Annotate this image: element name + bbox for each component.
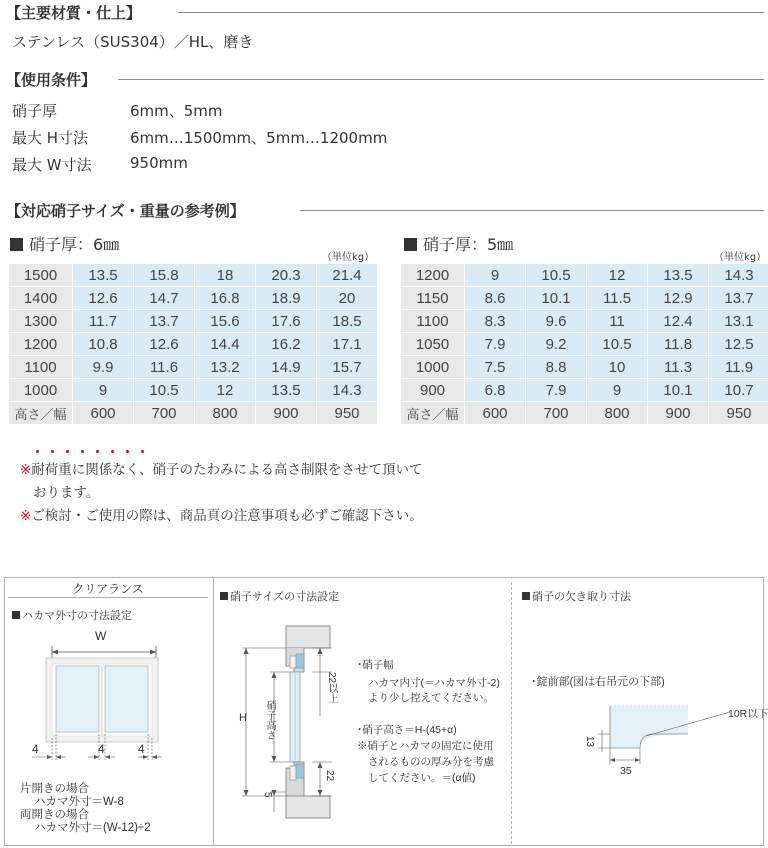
weight-table-5mm — [400, 263, 768, 425]
square-bullet-icon — [10, 238, 23, 251]
weight-cell: 14.3 — [709, 264, 768, 287]
weight-cell: 12.9 — [648, 287, 709, 310]
material-heading-rule — [178, 12, 764, 13]
weight-cell: 12.5 — [709, 333, 768, 356]
weight-cell: 20 — [317, 287, 378, 310]
material-text: ステンレス（SUS304）／HL、磨き — [12, 33, 254, 51]
weight-cell: 10.1 — [648, 379, 709, 402]
condition-value: 6mm…1500mm、5mm…1200mm — [130, 129, 388, 147]
table-row — [401, 333, 768, 356]
clearance-single-label: 片開きの場合 — [20, 783, 89, 795]
dim-bottom: 22 — [324, 770, 335, 782]
weight-cell: 13.5 — [256, 379, 317, 402]
weight-cell: 8.3 — [465, 310, 526, 333]
weight-cell: 14.3 — [317, 379, 378, 402]
glass-height-note-1: ※硝子とハカマの固定に使用 — [357, 740, 494, 752]
row-height-cell: 1150 — [401, 287, 465, 310]
conditions-heading-rule — [118, 79, 764, 80]
dim-top: 22以上 — [326, 672, 337, 704]
clearance-heading: クリアランス — [8, 580, 208, 598]
footer-label-cell: 高さ／幅 — [9, 402, 73, 425]
glass-size-h-label: H — [239, 712, 247, 724]
clearance-double-label: 両開きの場合 — [20, 809, 89, 821]
row-height-cell: 1000 — [9, 379, 73, 402]
note-line-2: おります。 — [33, 485, 100, 501]
weight-cell: 16.2 — [256, 333, 317, 356]
width-header-cell: 800 — [587, 402, 648, 425]
weight-cell: 20.3 — [256, 264, 317, 287]
weight-cell: 9 — [73, 379, 134, 402]
glass-size-heading: 硝子サイズの寸法設定 — [220, 588, 339, 604]
emphasis-dots — [36, 450, 156, 456]
weight-cell: 10 — [587, 356, 648, 379]
weight-cell: 14.7 — [134, 287, 195, 310]
width-header-cell: 600 — [73, 402, 134, 425]
weight-cell: 10.5 — [526, 264, 587, 287]
clearance-double-formula: ハカマ外寸＝(W-12)÷2 — [34, 822, 151, 834]
weight-cell: 16.8 — [195, 287, 256, 310]
weight-cell: 11 — [587, 310, 648, 333]
width-header-cell: 900 — [648, 402, 709, 425]
square-bullet-icon — [522, 592, 530, 600]
panel-divider-dashed — [511, 582, 512, 844]
clearance-gap-mid: 4 — [98, 742, 105, 756]
weight-cell: 7.9 — [465, 333, 526, 356]
weight-cell: 15.6 — [195, 310, 256, 333]
glass-width-line-1: ハカマ内寸(＝ハカマ外寸-2) — [368, 677, 500, 689]
row-height-cell: 900 — [401, 379, 465, 402]
weight-cell: 11.5 — [587, 287, 648, 310]
table-row — [9, 264, 378, 287]
weight-cell: 10.5 — [587, 333, 648, 356]
weight-cell: 6.8 — [465, 379, 526, 402]
weight-cell: 17.6 — [256, 310, 317, 333]
condition-label: 最大 H寸法 — [12, 129, 89, 147]
weight-cell: 10.1 — [526, 287, 587, 310]
width-header-cell: 900 — [256, 402, 317, 425]
weight-cell: 8.6 — [465, 287, 526, 310]
weight-cell: 7.9 — [526, 379, 587, 402]
square-bullet-icon — [220, 592, 228, 600]
weight-cell: 13.2 — [195, 356, 256, 379]
weight-cell: 9 — [465, 264, 526, 287]
cutout-dim-13: 13 — [584, 736, 595, 748]
weight-cell: 8.8 — [526, 356, 587, 379]
weight-cell: 14.4 — [195, 333, 256, 356]
weight-cell: 9 — [587, 379, 648, 402]
width-header-cell: 800 — [195, 402, 256, 425]
clearance-gap-left: 4 — [32, 742, 39, 756]
weight-cell: 9.9 — [73, 356, 134, 379]
weight-cell: 21.4 — [317, 264, 378, 287]
glass-width-title: ･硝子幅 — [357, 659, 394, 671]
table-row — [401, 287, 768, 310]
weight-cell: 15.7 — [317, 356, 378, 379]
weight-cell: 18 — [195, 264, 256, 287]
condition-label: 最大 W寸法 — [12, 156, 92, 174]
table-row — [9, 333, 378, 356]
condition-value: 6mm、5mm — [130, 102, 223, 120]
table-row — [9, 310, 378, 333]
weight-cell: 12 — [587, 264, 648, 287]
table-row — [401, 310, 768, 333]
clearance-gap-right: 4 — [138, 742, 145, 756]
weight-cell: 11.7 — [73, 310, 134, 333]
condition-label: 硝子厚 — [12, 102, 58, 120]
row-height-cell: 1400 — [9, 287, 73, 310]
row-height-cell: 1200 — [401, 264, 465, 287]
glass-height-note-3: してください。＝(α値) — [368, 772, 476, 784]
weight-cell: 10.7 — [709, 379, 768, 402]
weights-heading: 【対応硝子サイズ・重量の参考例】 — [6, 202, 245, 220]
width-header-cell: 700 — [526, 402, 587, 425]
weight-table-6mm — [8, 263, 378, 425]
table-footer-row — [401, 402, 768, 425]
row-height-cell: 1050 — [401, 333, 465, 356]
weight-cell: 13.5 — [648, 264, 709, 287]
weight-cell: 18.9 — [256, 287, 317, 310]
cutout-dim-35: 35 — [620, 765, 632, 777]
width-header-cell: 600 — [465, 402, 526, 425]
row-height-cell: 1300 — [9, 310, 73, 333]
width-header-cell: 950 — [709, 402, 768, 425]
row-height-cell: 1100 — [401, 310, 465, 333]
condition-value: 950mm — [130, 154, 188, 172]
weight-cell: 9.2 — [526, 333, 587, 356]
cutout-lock-label: ･錠前部(図は右吊元の下部) — [531, 676, 665, 688]
width-header-cell: 950 — [317, 402, 378, 425]
clearance-single-formula: ハカマ外寸＝W-8 — [34, 796, 124, 808]
row-height-cell: 1100 — [9, 356, 73, 379]
conditions-heading: 【使用条件】 — [6, 71, 97, 89]
table-row — [401, 379, 768, 402]
square-bullet-icon — [404, 238, 417, 251]
weight-cell: 12.6 — [73, 287, 134, 310]
weight-cell: 17.1 — [317, 333, 378, 356]
weight-cell: 12 — [195, 379, 256, 402]
table-row — [9, 379, 378, 402]
weight-cell: 12.4 — [648, 310, 709, 333]
row-height-cell: 1500 — [9, 264, 73, 287]
table-footer-row — [9, 402, 378, 425]
glass-height-label: 硝子高さ — [264, 700, 275, 740]
weight-cell: 13.5 — [73, 264, 134, 287]
weight-cell: 18.5 — [317, 310, 378, 333]
weight-cell: 13.1 — [709, 310, 768, 333]
panel-divider — [213, 577, 214, 846]
weight-cell: 15.8 — [134, 264, 195, 287]
weight-cell: 14.9 — [256, 356, 317, 379]
weight-cell: 9.6 — [526, 310, 587, 333]
square-bullet-icon — [12, 611, 20, 619]
weight-cell: 12.6 — [134, 333, 195, 356]
glass-size-diagram — [234, 620, 354, 845]
cutout-radius-label: 10R以下 — [728, 708, 768, 720]
clearance-subheading: ハカマ外寸の寸法設定 — [12, 607, 132, 623]
glass-height-note-2: されるものの厚み分を考慮 — [368, 756, 494, 768]
weights-heading-rule — [300, 210, 764, 211]
weight-cell: 10.5 — [134, 379, 195, 402]
footer-label-cell: 高さ／幅 — [401, 402, 465, 425]
width-header-cell: 700 — [134, 402, 195, 425]
glass-height-title: ･硝子高さ＝H-(45+α) — [357, 724, 457, 736]
weight-cell: 10.8 — [73, 333, 134, 356]
weight-cell: 11.9 — [709, 356, 768, 379]
table-row — [401, 264, 768, 287]
table-row — [401, 356, 768, 379]
row-height-cell: 1200 — [9, 333, 73, 356]
table-row — [9, 287, 378, 310]
weight-cell: 11.8 — [648, 333, 709, 356]
table-6mm-unit: （単位kg） — [322, 252, 375, 263]
cutout-heading: 硝子の欠き取り寸法 — [522, 588, 631, 604]
material-heading: 【主要材質・仕上】 — [6, 4, 142, 22]
weight-cell: 13.7 — [709, 287, 768, 310]
table-5mm-unit: （単位kg） — [714, 252, 767, 263]
weight-cell: 11.6 — [134, 356, 195, 379]
table-6mm-title: 硝子厚：6㎜ — [10, 232, 119, 255]
weight-cell: 13.7 — [134, 310, 195, 333]
table-row — [9, 356, 378, 379]
table-5mm-title: 硝子厚：5㎜ — [404, 232, 513, 255]
weight-cell: 11.3 — [648, 356, 709, 379]
clearance-w-label: W — [95, 629, 107, 643]
row-height-cell: 1000 — [401, 356, 465, 379]
dim-5: 5 — [262, 792, 273, 798]
glass-width-line-2: より少し控えてください。 — [368, 692, 494, 704]
note-line-3: ※ご検討・ご使用の際は、商品頁の注意事項も必ずご確認下さい。 — [20, 508, 423, 524]
weight-cell: 7.5 — [465, 356, 526, 379]
note-line-1: ※耐荷重に関係なく、硝子のたわみによる高さ制限をさせて頂いて — [20, 462, 423, 478]
